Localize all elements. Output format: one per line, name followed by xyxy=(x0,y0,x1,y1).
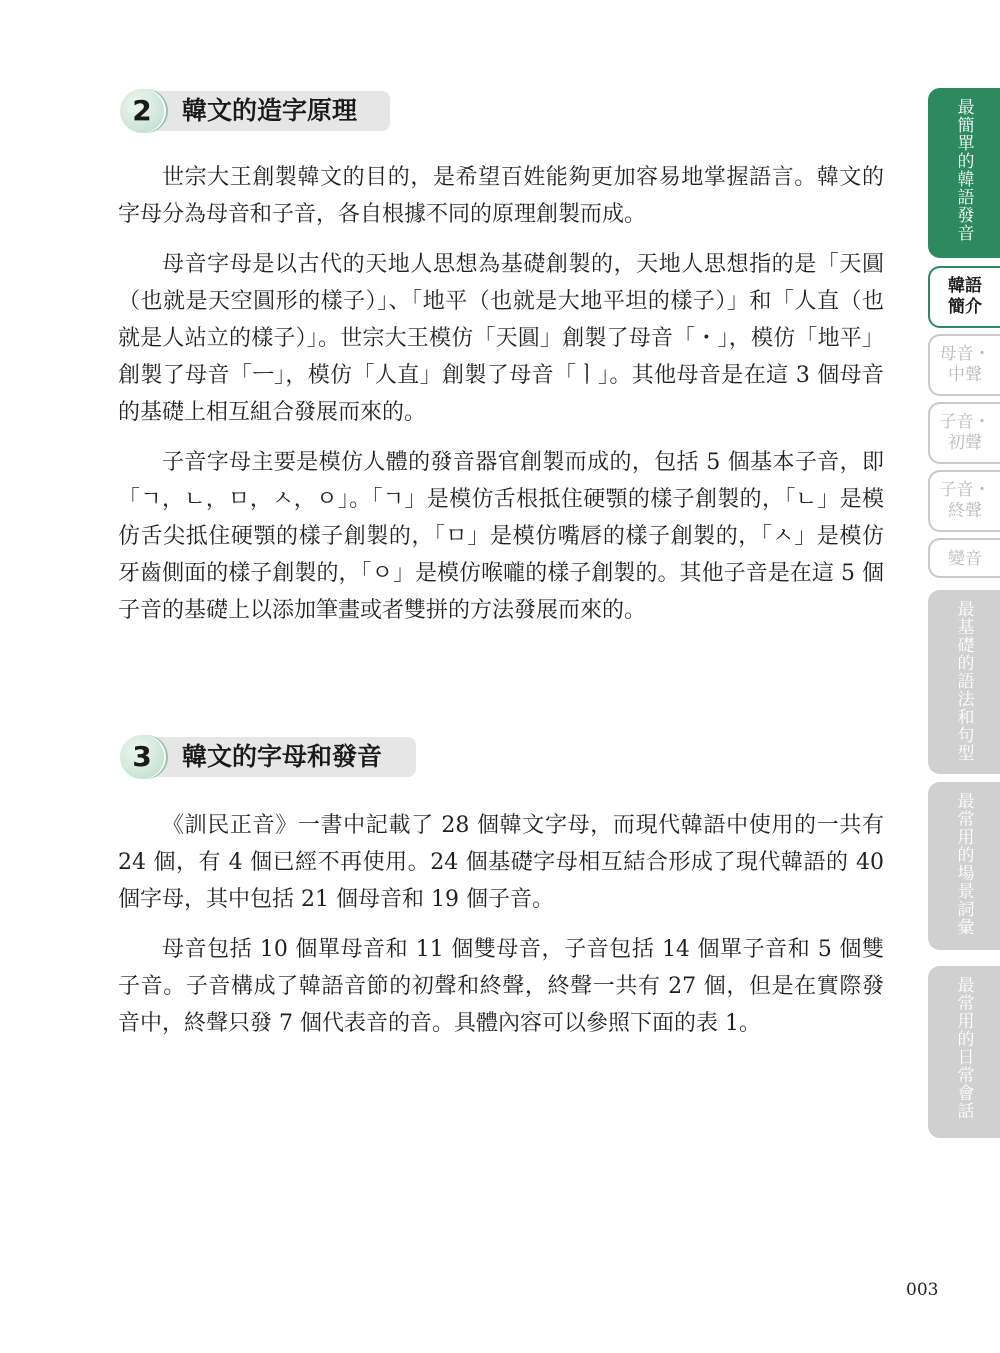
paragraph: 《訓民正音》一書中記載了 28 個韓文字母，而現代韓語中使用的一共有 24 個，有 4 個已經不再使用。24 個基礎字母相互結合形成了現代韓語的 40 個字母，其中包括 21 個母音和 19 個子音。 xyxy=(118,813,884,912)
section-3-header xyxy=(120,735,416,779)
tab-label-line1: 母音・ xyxy=(939,344,991,364)
section-2-body xyxy=(118,159,884,642)
tab-chapter-vocabulary[interactable] xyxy=(928,782,1000,950)
tab-label-line2: 中聲 xyxy=(948,365,982,385)
paragraph: 母音字母是以古代的天地人思想為基礎創製的，天地人思想指的是「天圓（也就是天空圓形的樣子）」、「地平（也就是大地平坦的樣子）」和「人直（也就是人站立的樣子）」。世宗大王模仿「天圓」創製了母音「・」，模仿「地平」創製了母音「ㅡ」，模仿「人直」創製了母音「ㅣ」。其他母音是在這 3 個母音的基礎上相互組合發展而來的。 xyxy=(118,252,884,425)
tab-label-line1: 韓語 xyxy=(948,276,982,296)
tab-korean-intro[interactable] xyxy=(928,266,1000,328)
paragraph: 母音包括 10 個單母音和 11 個雙母音，子音包括 14 個單子音和 5 個雙子音。子音構成了韓語音節的初聲和終聲，終聲一共有 27 個，但是在實際發音中，終聲只發 7 個代表音的音。具體內容可以參照下面的表 1。 xyxy=(118,937,884,1036)
tab-vowels[interactable] xyxy=(928,334,1000,396)
tab-initial-consonants[interactable] xyxy=(928,402,1000,464)
tab-chapter-pronunciation[interactable] xyxy=(928,88,1000,258)
paragraph: 世宗大王創製韓文的目的，是希望百姓能夠更加容易地掌握語言。韓文的字母分為母音和子音，各自根據不同的原理創製而成。 xyxy=(118,165,884,227)
tab-label: 最基礎的語法和句型 xyxy=(953,600,974,762)
page-number: 003 xyxy=(906,1280,939,1300)
tab-label-line2: 初聲 xyxy=(948,433,982,453)
paragraph: 子音字母主要是模仿人體的發音器官創製而成的，包括 5 個基本子音，即「ㄱ，ㄴ，ㅁ，ㅅ，ㅇ」。「ㄱ」是模仿舌根抵住硬顎的樣子創製的，「ㄴ」是模仿舌尖抵住硬顎的樣子創製的，「ㅁ」是模仿嘴唇的樣子創製的，「ㅅ」是模仿牙齒側面的樣子創製的，「ㅇ」是模仿喉嚨的樣子創製的。其他子音是在這 5 個子音的基礎上以添加筆畫或者雙拼的方法發展而來的。 xyxy=(118,450,884,623)
tab-chapter-grammar[interactable] xyxy=(928,590,1000,774)
tab-sound-change[interactable] xyxy=(928,538,1000,578)
tab-label-line1: 子音・ xyxy=(939,412,991,432)
section-2-header xyxy=(120,89,390,133)
tab-label-line2: 終聲 xyxy=(948,501,982,521)
tab-label-line1: 子音・ xyxy=(939,480,991,500)
section-3-body xyxy=(118,807,884,1055)
tab-label-line1: 變音 xyxy=(948,549,982,569)
tab-label: 最常用的場景詞彙 xyxy=(953,792,974,936)
section-title: 韓文的字母和發音 xyxy=(182,742,383,771)
section-number-badge: 3 xyxy=(120,735,164,779)
tab-final-consonants[interactable] xyxy=(928,470,1000,532)
tab-label-line2: 簡介 xyxy=(948,297,982,317)
section-number-badge: 2 xyxy=(120,89,164,133)
tab-label: 最簡單的韓語發音 xyxy=(953,98,974,242)
tab-label: 最常用的日常會話 xyxy=(953,976,974,1120)
section-title: 韓文的造字原理 xyxy=(182,96,358,125)
tab-chapter-conversation[interactable] xyxy=(928,966,1000,1138)
